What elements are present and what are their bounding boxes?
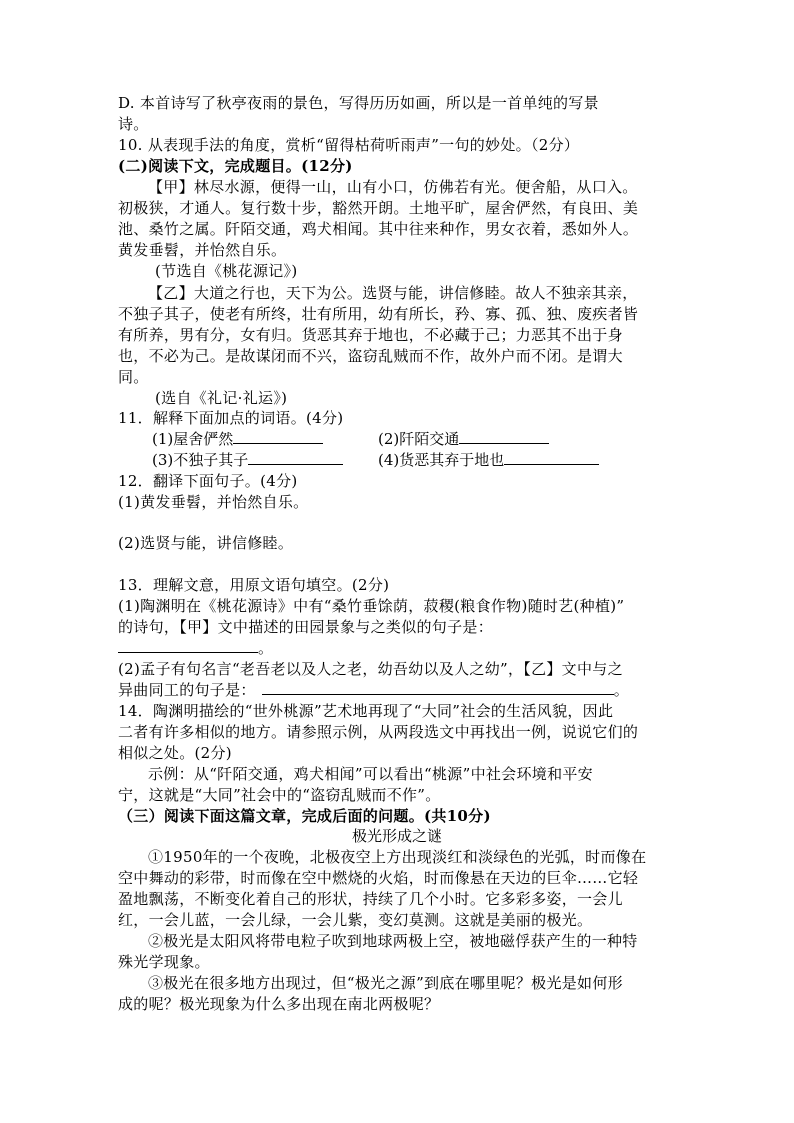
q11-item1-blank[interactable] bbox=[233, 429, 323, 444]
article-title: 极光形成之谜 bbox=[351, 827, 442, 845]
q11-item4-label: (4)货恶其弃于地也 bbox=[378, 451, 505, 469]
q13-item2-blank[interactable] bbox=[262, 680, 614, 695]
q11-item4-blank[interactable] bbox=[504, 450, 599, 465]
text-yi-line2: 不独子其子，使老有所终，壮有所用，幼有所长，矜、寡、孤、独、废疾者皆 bbox=[118, 305, 639, 323]
q13-item1-answer bbox=[118, 638, 273, 658]
para2-line1: ②极光是太阳风将带电粒子吹到地球两极上空，被地磁俘获产生的一种特 bbox=[148, 932, 638, 950]
q13-item2-line1: (2)孟子有句名言“老吾老以及人之老，幼吾幼以及人之幼”，【乙】文中与之 bbox=[118, 660, 623, 678]
source-yi: (选自《礼记·礼运》) bbox=[155, 389, 288, 407]
q13-item1-line2: 的诗句，【甲】文中描述的田园景象与之类似的句子是： bbox=[118, 618, 494, 636]
q12-item1: (1)黄发垂髫，并怡然自乐。 bbox=[118, 493, 309, 511]
example-line1: 示例：从“阡陌交通，鸡犬相闻”可以看出“桃源”中社会环境和平安 bbox=[148, 765, 593, 783]
question-12: 12．翻译下面句子。(4分) bbox=[118, 472, 298, 490]
para1-line4: 红，一会儿蓝，一会儿绿，一会儿紫，变幻莫测。这就是美丽的极光。 bbox=[118, 911, 593, 929]
question-10: 10. 从表现手法的角度，赏析“留得枯荷听雨声”一句的妙处。（2分） bbox=[118, 136, 580, 154]
q12-item2: (2)选贤与能，讲信修睦。 bbox=[118, 534, 294, 552]
question-14-line3: 相似之处。(2分) bbox=[118, 744, 232, 762]
q13-item1-period: 。 bbox=[258, 639, 274, 657]
q11-item3-label: (3)不独子其子 bbox=[152, 451, 249, 469]
text-jia-line2: 初极狭，才通人。复行数十步，豁然开朗。土地平旷，屋舍俨然，有良田、美 bbox=[118, 199, 639, 217]
option-d-line2: 诗。 bbox=[118, 115, 149, 133]
text-yi-line3: 有所养，男有分，女有归。货恶其弃于地也，不必藏于己；力恶其不出于身 bbox=[118, 326, 623, 344]
question-11: 11．解释下面加点的词语。(4分) bbox=[118, 409, 344, 427]
q13-item1-line1: (1)陶渊明在《桃花源诗》中有“桑竹垂馀荫，菽稷(粮食作物)随时艺(种植)” bbox=[118, 597, 625, 615]
q11-item3 bbox=[152, 450, 343, 470]
q13-item1-blank[interactable] bbox=[118, 638, 258, 653]
text-yi-line5: 同。 bbox=[118, 368, 149, 386]
text-jia-line1: 【甲】林尽水源，便得一山，山有小口，仿佛若有光。便舍船，从口入。 bbox=[148, 178, 638, 196]
example-line2: 宁，这就是“大同”社会中的“盗窃乱贼而不作”。 bbox=[118, 786, 441, 804]
text-yi-line4: 也，不必为己。是故谋闭而不兴，盗窃乱贼而不作，故外户而不闭。是谓大 bbox=[118, 347, 623, 365]
q13-item2-line2 bbox=[118, 680, 629, 700]
q11-item2-blank[interactable] bbox=[459, 429, 549, 444]
para1-line2: 空中舞动的彩带，时而像在空中燃烧的火焰，时而像悬在天边的巨伞……它轻 bbox=[118, 869, 639, 887]
q11-item4 bbox=[378, 450, 599, 470]
q11-item1-label: (1)屋舍俨然 bbox=[152, 430, 234, 448]
para1-line3: 盈地飘荡，不断变化着自己的形状，持续了几个小时。它多彩多姿，一会儿 bbox=[118, 890, 623, 908]
q11-item2-label: (2)阡陌交通 bbox=[378, 430, 460, 448]
para2-line2: 殊光学现象。 bbox=[118, 953, 210, 971]
source-jia: (节选自《桃花源记》) bbox=[155, 262, 298, 280]
question-13: 13．理解文意，用原文语句填空。(2分) bbox=[118, 576, 390, 594]
q11-item1 bbox=[152, 429, 323, 449]
para3-line1: ③极光在很多地方出现过，但“极光之源”到底在哪里呢？极光是如何形 bbox=[148, 974, 623, 992]
text-jia-line3: 池、桑竹之属。阡陌交通，鸡犬相闻。其中往来种作，男女衣着，悉如外人。 bbox=[118, 220, 639, 238]
section-2-heading: (二)阅读下文，完成题目。(12分) bbox=[118, 157, 353, 175]
q13-item2-prompt: 异曲同工的句子是： bbox=[118, 681, 256, 699]
para1-line1: ①1950年的一个夜晚，北极夜空上方出现淡红和淡绿色的光弧，时而像在 bbox=[148, 848, 647, 866]
text-yi-line1: 【乙】大道之行也，天下为公。选贤与能，讲信修睦。故人不独亲其亲， bbox=[148, 284, 638, 302]
q11-item3-blank[interactable] bbox=[248, 450, 343, 465]
q11-item2 bbox=[378, 429, 549, 449]
section-3-heading: （三）阅读下面这篇文章，完成后面的问题。(共10分) bbox=[118, 807, 491, 825]
option-d-line1: D. 本首诗写了秋亭夜雨的景色，写得历历如画，所以是一首单纯的写景 bbox=[118, 94, 599, 112]
question-14-line2: 二者有许多相似的地方。请参照示例，从两段选文中再找出一例，说说它们的 bbox=[118, 723, 639, 741]
q13-item2-period: 。 bbox=[613, 681, 630, 699]
para3-line2: 成的呢？极光现象为什么多出现在南北两极呢？ bbox=[118, 995, 440, 1013]
text-jia-line4: 黄发垂髫，并怡然自乐。 bbox=[118, 241, 287, 259]
question-14-line1: 14．陶渊明描绘的“世外桃源”艺术地再现了“大同”社会的生活风貌，因此 bbox=[118, 702, 614, 720]
